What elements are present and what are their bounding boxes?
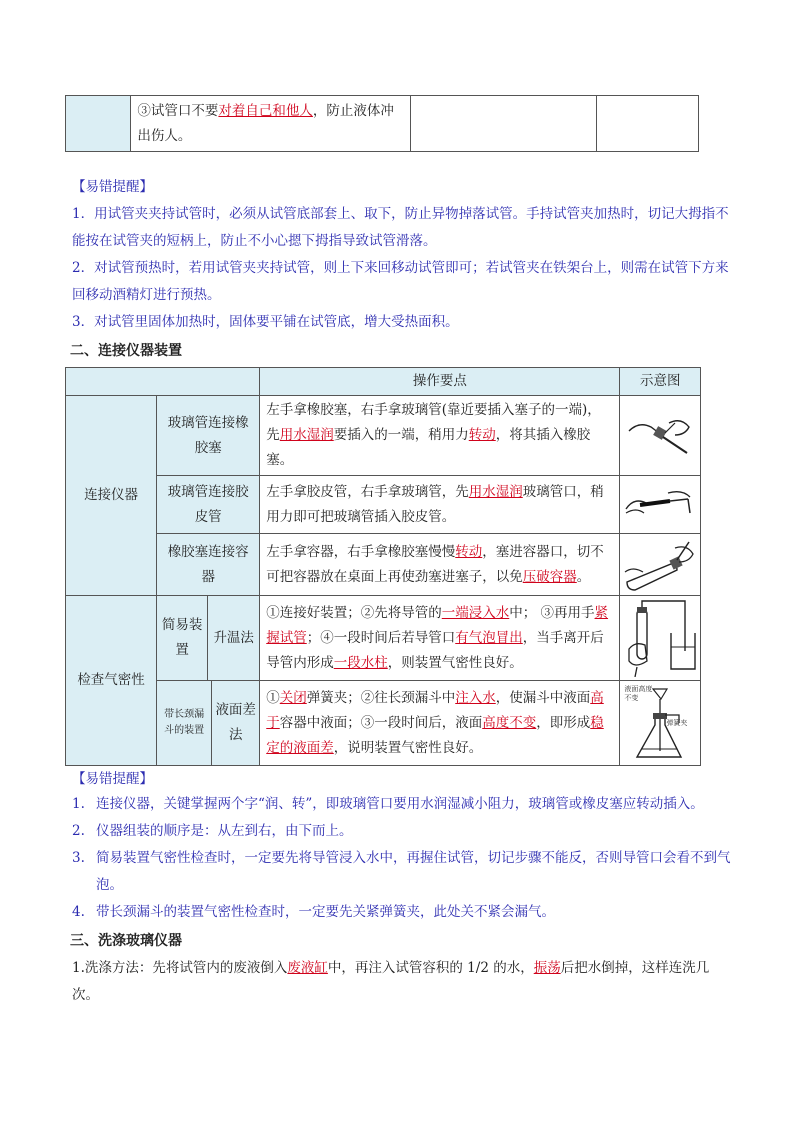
figure-cell	[620, 681, 701, 766]
top-table-empty-cell	[411, 96, 597, 152]
operations-table	[65, 367, 701, 766]
glass-tube-rubber-hose-figure	[624, 483, 696, 527]
top-table-label-cell	[66, 96, 131, 152]
row-name: 玻璃管连接胶皮管	[157, 476, 260, 534]
header-fig: 示意图	[620, 368, 701, 396]
figure-cell	[620, 396, 701, 476]
row-ops: 左手拿橡胶塞，右手拿玻璃管(靠近要插入塞子的一端)，先用水湿润要插入的一端，稍用力转动，将其插入橡胶塞。	[260, 396, 620, 476]
row-name: 玻璃管连接橡胶塞	[157, 396, 260, 476]
method-label: 升温法	[213, 629, 254, 646]
tip-item: 2. 仪器组装的顺序是：从左到右，由下而上。	[72, 823, 353, 839]
tip-item: 1. 连接仪器，关键掌握两个字“润、转”，即玻璃管口要用水润湿减小阻力，玻璃管或橡皮塞应转动插入。	[72, 796, 704, 812]
figure-cell	[620, 476, 701, 534]
tip-header: 【易错提醒】	[72, 771, 153, 787]
wash-method-paragraph: 1.洗涤方法：先将试管内的废液倒入废液缸中，再注入试管容积的 1/2 的水，振荡后把水倒掉，这样连洗几次。	[72, 960, 710, 1003]
row-ops: ①连接好装置；②先将导管的一端浸入水中； ③再用手紧握试管；④一段时间后若导管口有气泡冒出，当手离开后导管内形成一段水柱，则装置气密性良好。	[260, 596, 620, 681]
tip-item: 1．用试管夹夹持试管时，必须从试管底部套上、取下，防止异物掉落试管。手持试管夹加热时，切记大拇指不能按在试管夹的短柄上，防止不小心摁下拇指导致试管滑落。	[72, 206, 729, 249]
figure-cell	[620, 596, 701, 681]
method-label: 液面差法	[215, 702, 256, 743]
airtight-simple-figure	[623, 599, 697, 677]
tip-item: 2．对试管预热时，若用试管夹夹持试管，则上下来回移动试管即可；若试管夹在铁架台上，则需在试管下方来回移动酒精灯进行预热。	[72, 260, 729, 303]
device-method-cell	[157, 596, 260, 681]
figure-cell	[620, 534, 701, 596]
device-method-inner	[157, 596, 259, 680]
row-name: 橡胶塞连接容器	[157, 534, 260, 596]
row-ops: ①关闭弹簧夹；②往长颈漏斗中注入水，使漏斗中液面高于容器中液面；③一段时间后，液面高度不变，即形成稳定的液面差，说明装置气密性良好。	[260, 681, 620, 766]
tip-item: 4. 带长颈漏斗的装置气密性检查时，一定要先关紧弹簧夹，此处关不紧会漏气。	[72, 904, 555, 920]
stopper-container-figure	[623, 538, 697, 592]
figure-label: 液面高度不变	[624, 685, 653, 702]
device-label: 简易装置	[157, 596, 208, 680]
tip-item: 3. 简易装置气密性检查时，一定要先将导管浸入水中，再握住试管，切记步骤不能反，否则导管口会看不到气泡。	[72, 850, 731, 893]
tip-header: 【易错提醒】	[72, 179, 153, 195]
group-connect: 连接仪器	[66, 396, 157, 596]
top-table-empty-cell	[597, 96, 699, 152]
section-title: 三、洗涤玻璃仪器	[70, 933, 182, 949]
device-label: 带长颈漏斗的装置	[157, 681, 212, 765]
device-method-inner	[157, 681, 259, 765]
row-ops: 左手拿容器，右手拿橡胶塞慢慢转动，塞进容器口，切不可把容器放在桌面上再使劲塞进塞子，以免压破容器。	[260, 534, 620, 596]
tip-item: 3．对试管里固体加热时，固体要平铺在试管底，增大受热面积。	[72, 314, 459, 330]
row-ops: 左手拿胶皮管，右手拿玻璃管，先用水湿润玻璃管口，稍用力即可把玻璃管插入胶皮管。	[260, 476, 620, 534]
top-table-text-cell: ③试管口不要对着自己和他人，防止液体冲出伤人。	[131, 96, 411, 152]
top-table	[65, 95, 699, 152]
device-method-cell	[157, 681, 260, 766]
figure-label: 弹簧夹	[666, 719, 688, 727]
section-title: 二、连接仪器装置	[70, 343, 182, 359]
group-airtight: 检查气密性	[66, 596, 157, 766]
glass-tube-stopper-figure	[625, 413, 695, 459]
header-ops: 操作要点	[260, 368, 620, 396]
header-empty-cell	[66, 368, 260, 396]
